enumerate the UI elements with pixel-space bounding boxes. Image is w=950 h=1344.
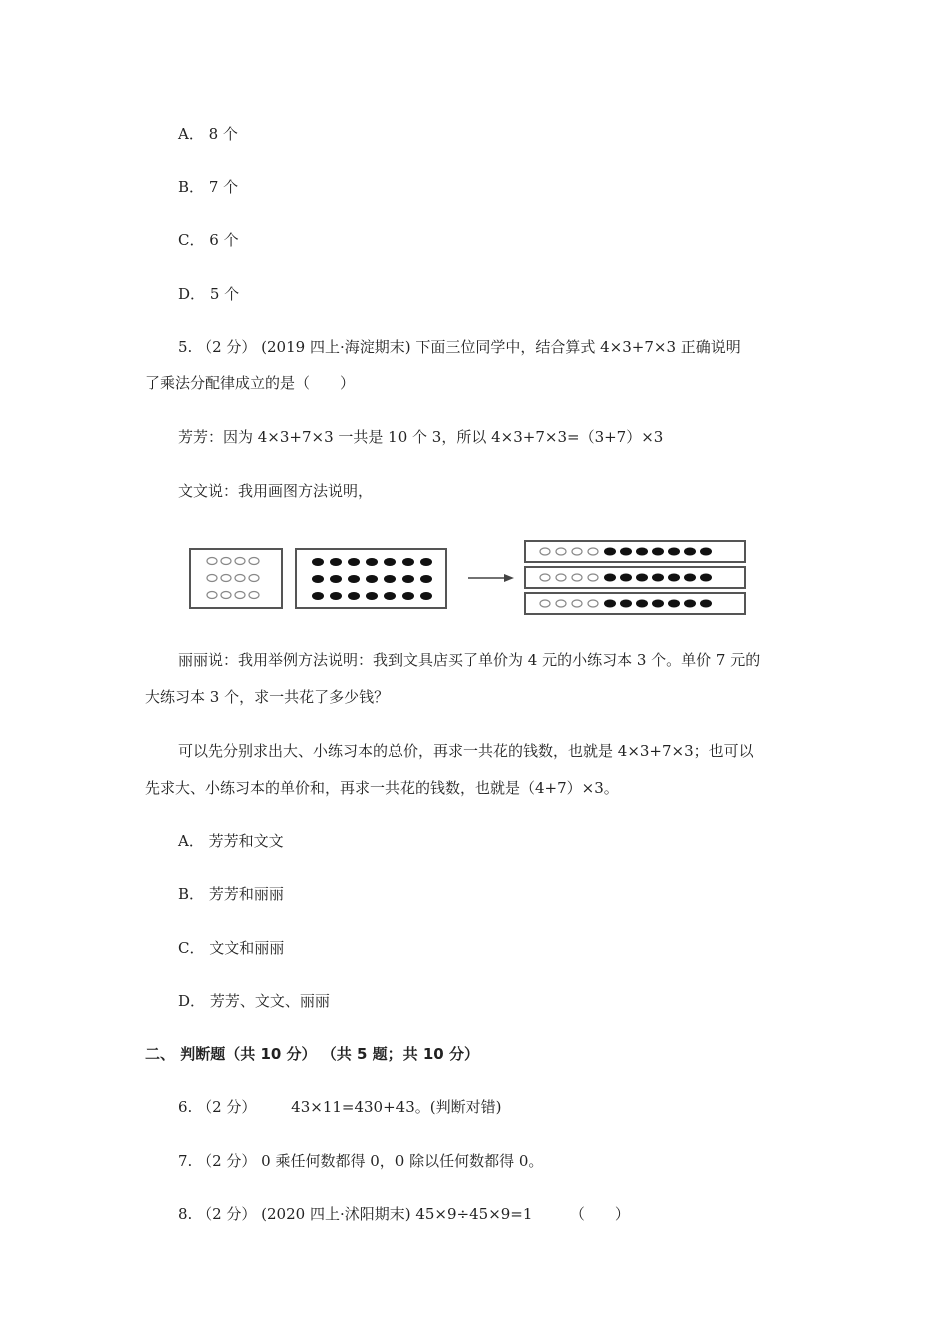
option-text: 6 个 (209, 231, 239, 249)
option-text: 芳芳和文文 (208, 832, 284, 850)
option-letter: C． (178, 231, 205, 249)
q5-stem-line1: 5. （2 分） (2019 四上·海淀期末) 下面三位同学中，结合算式 4×3+7×3 正确说明 (178, 338, 741, 356)
q5-option-b (178, 883, 284, 905)
q8: 8. （2 分） (2020 四上·沭阳期末) 45×9÷45×9=1 （ ） (178, 1205, 630, 1223)
option-text: 芳芳、文文、丽丽 (209, 992, 330, 1010)
q5-explanation-line1: 可以先分别求出大、小练习本的总价，再求一共花的钱数，也就是 4×3+7×3；也可以 (178, 742, 754, 760)
option-letter: D． (178, 992, 206, 1010)
option-text: 文文和丽丽 (209, 939, 285, 957)
option-text: 8 个 (208, 125, 238, 143)
combined-row-3 (525, 593, 745, 614)
option-letter: C． (178, 939, 205, 957)
q7: 7. （2 分） 0 乘任何数都得 0，0 除以任何数都得 0。 (178, 1152, 544, 1170)
option-letter: D． (178, 285, 206, 303)
option-letter: B． (178, 178, 205, 196)
q5-explanation-line2: 先求大、小练习本的单价和，再求一共花的钱数，也就是（4+7）×3。 (145, 779, 619, 797)
option-letter: A． (178, 125, 204, 143)
q5-wenwen: 文文说：我用画图方法说明， (178, 482, 374, 500)
q5-fangfang: 芳芳：因为 4×3+7×3 一共是 10 个 3，所以 4×3+7×3=（3+7）×3 (178, 428, 664, 446)
option-letter: B． (178, 885, 205, 903)
q6: 6. （2 分） 43×11=430+43。(判断对错) (178, 1098, 502, 1116)
q5-stem-line2: 了乘法分配律成立的是（ ） (145, 374, 356, 392)
q5-lili-line2: 大练习本 3 个，求一共花了多少钱？ (145, 688, 390, 706)
combined-row-2 (525, 567, 745, 588)
option-text: 芳芳和丽丽 (208, 885, 284, 903)
option-letter: A． (178, 832, 204, 850)
option-text: 5 个 (209, 285, 240, 303)
option-text: 7 个 (208, 178, 239, 196)
section-title: 二、 判断题（共 10 分） （共 5 题；共 10 分） (145, 1045, 479, 1063)
combined-row-1 (525, 541, 745, 562)
q5-option-a (178, 830, 284, 852)
q5-option-d (178, 990, 330, 1012)
q5-lili-line1: 丽丽说：我用举例方法说明：我到文具店买了单价为 4 元的小练习本 3 个。单价 7 元的 (178, 651, 761, 669)
q5-option-c (178, 937, 284, 959)
